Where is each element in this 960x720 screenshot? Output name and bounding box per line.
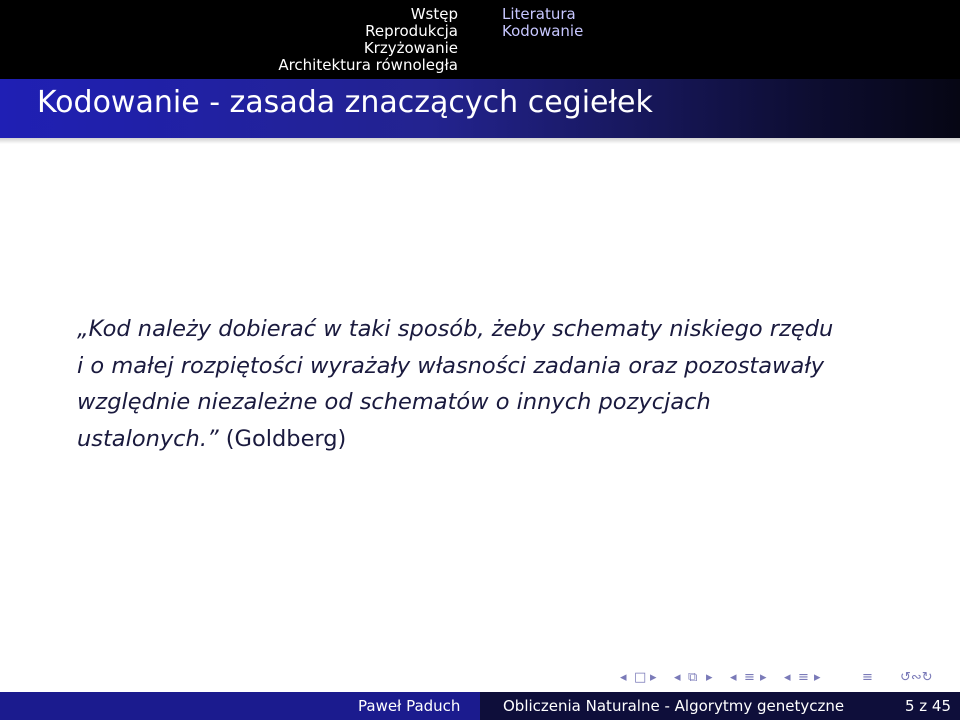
subsection-next-icon[interactable]: ▸	[706, 670, 713, 685]
footline	[0, 692, 960, 720]
nav-section-architektura[interactable]: Architektura równoległa	[278, 56, 458, 74]
frame-title: Kodowanie - zasada znaczących cegiełek	[37, 85, 653, 120]
quote-attribution: (Goldberg)	[225, 425, 347, 452]
footer-author: Paweł Paduch	[358, 697, 461, 715]
part-next-icon[interactable]: ▸	[814, 670, 821, 685]
quote-line-3: względnie niezależne od schematów o innych pozycjach	[77, 389, 711, 415]
quote-line-4: ustalonych.”	[77, 425, 219, 452]
nav-right-panel	[480, 0, 960, 79]
frame-icon[interactable]: □	[634, 670, 647, 685]
subsection-icon[interactable]: ⧉	[688, 670, 698, 685]
part-icon[interactable]: ≡	[798, 670, 809, 685]
beamer-navigation-symbols	[620, 668, 960, 690]
footer-author-panel	[0, 692, 480, 720]
nav-section-krzyzowanie[interactable]: Krzyżowanie	[363, 39, 458, 57]
nav-left-panel	[0, 0, 480, 79]
subsection-prev-icon[interactable]: ◂	[674, 670, 681, 685]
section-next-icon[interactable]: ▸	[760, 670, 767, 685]
nav-section-wstep[interactable]: Wstęp	[410, 5, 458, 23]
quote-line-2: i o małej rozpiętości wyrażały własności zadania oraz pozostawały	[77, 352, 825, 379]
footer-title-panel	[480, 692, 960, 720]
section-icon[interactable]: ≡	[744, 670, 755, 685]
nav-section-reprodukcja[interactable]: Reprodukcja	[365, 22, 458, 40]
footer-title: Obliczenia Naturalne - Algorytmy genetyczne	[503, 697, 845, 715]
document-icon[interactable]: ≡	[862, 670, 873, 685]
section-navigation-bar	[0, 0, 960, 79]
goldberg-quote	[77, 311, 897, 457]
section-prev-icon[interactable]: ◂	[730, 670, 737, 685]
search-icon[interactable]: ↺∾↻	[900, 670, 933, 685]
frame-title-bar	[0, 79, 960, 138]
footer-page-number: 5 z 45	[904, 697, 951, 715]
frame-prev-icon[interactable]: ◂	[620, 670, 627, 685]
part-prev-icon[interactable]: ◂	[784, 670, 791, 685]
nav-section-literatura[interactable]: Literatura	[502, 5, 576, 23]
nav-section-kodowanie[interactable]: Kodowanie	[502, 22, 584, 40]
frame-next-icon[interactable]: ▸	[650, 670, 657, 685]
quote-line-1: „Kod należy dobierać w taki sposób, żeby schematy niskiego rzędu	[77, 316, 834, 342]
